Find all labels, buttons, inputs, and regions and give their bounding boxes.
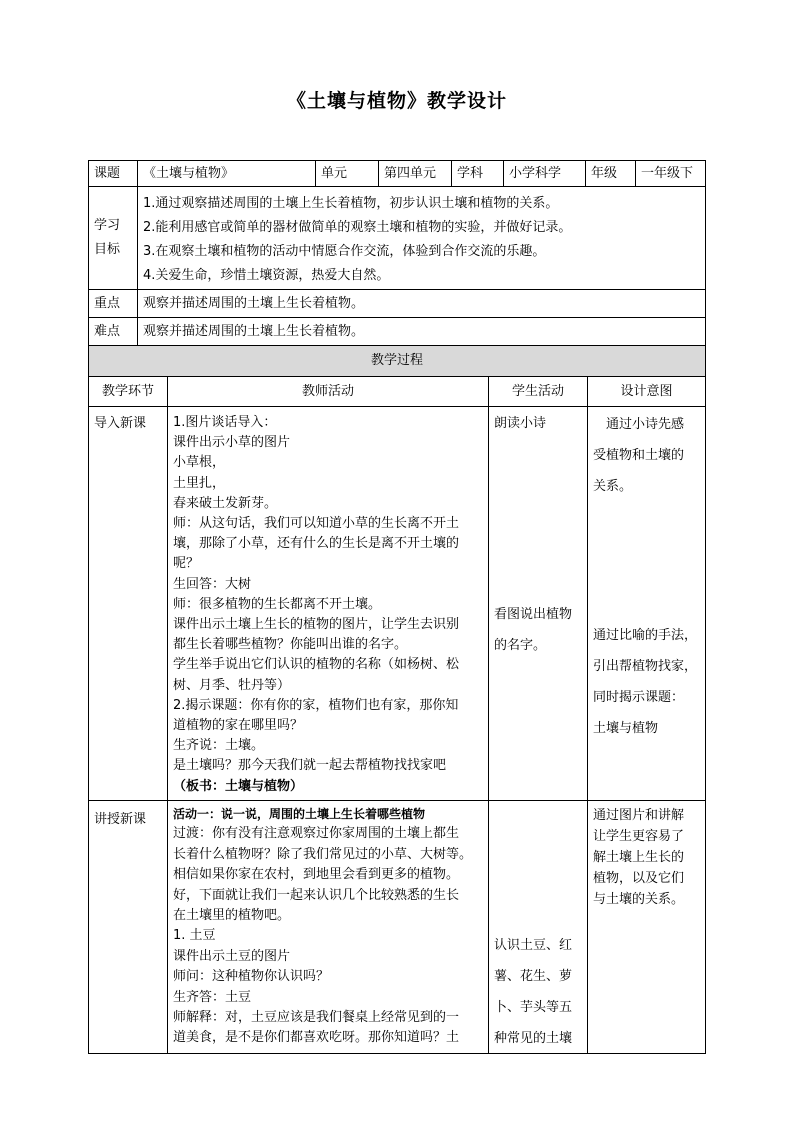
teacher-line: 师解释：对，土豆应该是我们餐桌上经常见到的一 [173, 1010, 460, 1026]
difficulty-value: 观察并描述周围的土壤上生长着植物。 [143, 323, 365, 339]
grade-label: 年级 [591, 165, 618, 181]
teacher-line: 长着什么植物呀？除了我们常见过的小草、大树等。 [173, 846, 473, 862]
key-point-label-cell [88, 290, 138, 318]
unit-label-cell [316, 160, 379, 187]
document-title: 《土壤与植物》教学设计 [286, 90, 507, 112]
teacher-line: 生回答：大树 [173, 576, 252, 592]
objectives-label-line2: 目标 [94, 242, 121, 257]
teacher-line: 课件出示土豆的图片 [173, 948, 291, 964]
subject-label-cell [452, 160, 504, 187]
teacher-line: 呢？ [173, 556, 200, 572]
section2-student-line: 认识土豆、红 [494, 938, 573, 953]
section1-student-cell [489, 407, 588, 801]
process-heading: 教学过程 [370, 353, 423, 368]
section2-intent-line: 与土壤的关系。 [593, 892, 685, 907]
teacher-line: 师：从这句话，我们可以知道小草的生长离不开土 [173, 516, 460, 532]
subject-value-cell [504, 160, 586, 187]
section1-stage: 导入新课 [94, 416, 147, 431]
teacher-line: 壤，那除了小草，还有什么的生长是离不开土壤的 [173, 536, 460, 552]
topic-value: 《土壤与植物》 [143, 165, 235, 181]
section1-intent-a-line: 受植物和土壤的 [593, 448, 685, 463]
teacher-line: 都生长着哪些植物？你能叫出谁的名字。 [173, 637, 408, 653]
topic-value-cell [138, 160, 316, 187]
difficulty-label-cell [88, 318, 138, 346]
section1-intent-b-line: 同时揭示课题： [593, 690, 685, 705]
teacher-line: 是土壤吗？那今天我们就一起去帮植物找找家吧 [173, 758, 447, 774]
section2-teacher-cell [168, 801, 489, 1054]
section1-student-b-line: 的名字。 [494, 638, 547, 653]
teacher-line: 好，下面就让我们一起来认识几个比较熟悉的生长 [173, 887, 460, 903]
difficulty-label: 难点 [94, 323, 121, 339]
column-header-stage-label: 教学环节 [101, 383, 154, 399]
unit-value-cell [379, 160, 452, 187]
topic-label: 课题 [94, 165, 121, 181]
column-header-intent-label: 设计意图 [620, 383, 673, 399]
teacher-line: 1. 土豆 [173, 928, 216, 944]
section2-stage-cell [88, 801, 168, 1054]
teacher-line: 师：很多植物的生长都离不开土壤。 [173, 596, 382, 612]
section1-intent-cell [588, 407, 706, 801]
column-header-teacher [168, 377, 489, 407]
column-header-stage [88, 377, 168, 407]
objective-item: 2.能利用感官或简单的器材做简单的观察土壤和植物的实验，并做好记录。 [143, 220, 572, 235]
teacher-line: 学生举手说出它们认识的植物的名称（如杨树、松 [173, 657, 460, 673]
teacher-line: 师问：这种植物你认识吗？ [173, 969, 330, 985]
topic-label-cell [88, 160, 138, 187]
unit-value: 第四单元 [384, 165, 437, 181]
key-point-value-cell [138, 290, 706, 318]
objective-item: 1.通过观察描述周围的土壤上生长着植物，初步认识土壤和植物的关系。 [143, 196, 559, 211]
section2-intent-line: 植物，以及它们 [593, 871, 685, 886]
grade-value-cell [636, 160, 706, 187]
section2-intent-cell [588, 801, 706, 1054]
teacher-line: 过渡：你有没有注意观察过你家周围的土壤上都生 [173, 826, 460, 842]
activity-title: 活动一：说一说，周围的土壤上生长着哪些植物 [173, 807, 426, 821]
key-point-label: 重点 [94, 295, 121, 311]
section1-intent-a-line: 关系。 [593, 479, 633, 494]
subject-label: 学科 [457, 165, 484, 181]
board-writing-line: （板书：土壤与植物） [173, 778, 304, 794]
section2-student-line: 种常见的土壤 [494, 1031, 573, 1046]
subject-value: 小学科学 [509, 165, 562, 181]
teacher-line: 课件出示土壤上生长的植物的图片，让学生去识别 [173, 617, 460, 633]
section1-intent-b-line: 土壤与植物 [593, 721, 659, 736]
teacher-line: 小草根， [173, 455, 226, 471]
section1-stage-cell [88, 407, 168, 801]
teacher-line: 相信如果你家在农村，到地里会看到更多的植物。 [173, 867, 460, 883]
teacher-line: 在土壤里的植物吧。 [173, 908, 291, 924]
objectives-label-cell [88, 187, 138, 290]
section1-intent-a-line: 通过小诗先感 [606, 417, 685, 432]
objective-item: 3.在观察土壤和植物的活动中情愿合作交流，体验到合作交流的乐趣。 [143, 244, 546, 259]
process-heading-cell [88, 346, 706, 377]
teacher-line: 课件出示小草的图片 [173, 435, 291, 451]
column-header-intent [588, 377, 706, 407]
section1-intent-b-line: 引出帮植物找家， [593, 659, 698, 674]
teacher-line: 2.揭示课题：你有你的家，植物们也有家，那你知 [173, 697, 459, 713]
section2-student-line: 薯、花生、萝 [494, 969, 573, 984]
teacher-line: 1.图片谈话导入： [173, 415, 277, 430]
grade-value: 一年级下 [641, 165, 694, 181]
section2-intent-line: 让学生更容易了 [593, 829, 685, 844]
objectives-label-line1: 学习 [94, 218, 121, 233]
teacher-line: 道植物的家在哪里吗？ [173, 718, 304, 734]
section2-stage: 讲授新课 [94, 812, 147, 827]
teacher-line: 生齐答：土豆 [173, 989, 252, 1005]
objective-item: 4.关爱生命，珍惜土壤资源，热爱大自然。 [143, 268, 390, 283]
grade-label-cell [586, 160, 636, 187]
section2-student-line: 卜、芋头等五 [494, 1000, 573, 1015]
section2-student-cell [489, 801, 588, 1054]
column-header-student [489, 377, 588, 407]
objectives-content-cell [138, 187, 706, 290]
teacher-line: 树、月季、牡丹等） [173, 677, 291, 693]
teacher-line: 生齐说：土壤。 [173, 738, 265, 754]
column-header-student-label: 学生活动 [511, 383, 564, 399]
section1-teacher-cell [168, 407, 489, 801]
section2-intent-line: 解土壤上生长的 [593, 850, 685, 865]
section1-student-b-line: 看图说出植物 [494, 607, 573, 622]
section1-student-a: 朗读小诗 [494, 416, 547, 431]
difficulty-value-cell [138, 318, 706, 346]
teacher-line: 道美食，是不是你们都喜欢吃呀。那你知道吗？土 [173, 1030, 460, 1046]
unit-label: 单元 [321, 165, 348, 181]
teacher-line: 土里扎， [173, 475, 226, 491]
column-header-teacher-label: 教师活动 [301, 383, 354, 399]
teacher-line: 春来破土发新芽。 [173, 495, 278, 511]
section1-intent-b-line: 通过比喻的手法， [593, 628, 698, 643]
key-point-value: 观察并描述周围的土壤上生长着植物。 [143, 295, 365, 311]
section2-intent-line: 通过图片和讲解 [593, 808, 685, 823]
